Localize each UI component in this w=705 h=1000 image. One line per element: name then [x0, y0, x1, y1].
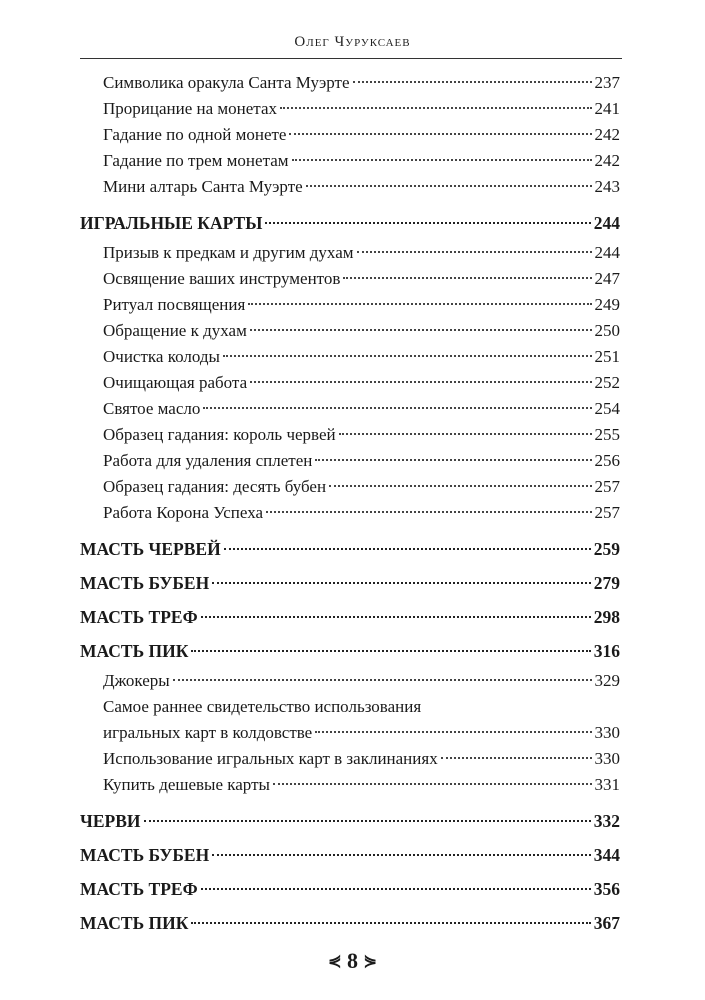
toc-entry-page: 247	[594, 269, 620, 288]
leader-dots	[266, 511, 591, 513]
toc-entry[interactable]	[80, 318, 620, 344]
toc-entry[interactable]	[80, 266, 620, 292]
toc-entry-title: Ритуал посвящения	[103, 295, 246, 314]
leader-dots	[212, 582, 591, 584]
page-number: 8	[347, 948, 358, 973]
toc-entry-title: Гадание по трем монетам	[103, 151, 289, 170]
toc-entry[interactable]	[80, 720, 620, 746]
leader-dots	[201, 616, 591, 618]
toc-section-page: 279	[593, 573, 620, 593]
toc-section[interactable]	[80, 206, 620, 240]
toc-section-title: ЧЕРВИ	[80, 811, 141, 831]
leader-dots	[292, 159, 592, 161]
toc-entry-page: 257	[594, 503, 620, 522]
toc-entry-title: Мини алтарь Санта Муэрте	[103, 177, 303, 196]
leader-dots	[248, 303, 591, 305]
toc-entry-page: 250	[594, 321, 620, 340]
toc-entry[interactable]	[80, 344, 620, 370]
toc-entry-title: Призыв к предкам и другим духам	[103, 243, 354, 262]
toc-entry-title: Работа для удаления сплетен	[103, 451, 313, 470]
leader-dots	[224, 548, 591, 550]
toc-entry[interactable]	[80, 174, 620, 200]
page-footer	[0, 948, 705, 974]
toc-entry-page: 257	[594, 477, 620, 496]
leader-dots	[343, 277, 591, 279]
toc-entry-title: Джокеры	[103, 671, 170, 690]
leader-dots	[173, 679, 592, 681]
toc-section-title: МАСТЬ ПИК	[80, 913, 189, 933]
toc-entry-page: 254	[594, 399, 620, 418]
leader-dots	[306, 185, 592, 187]
toc-section[interactable]	[80, 634, 620, 668]
toc-entry-page: 244	[594, 243, 620, 262]
table-of-contents	[80, 70, 620, 940]
toc-entry[interactable]	[80, 96, 620, 122]
toc-section[interactable]	[80, 532, 620, 566]
toc-entry[interactable]	[80, 448, 620, 474]
toc-section-title: ИГРАЛЬНЫЕ КАРТЫ	[80, 213, 263, 233]
leader-dots	[289, 133, 591, 135]
toc-section-title: МАСТЬ ТРЕФ	[80, 607, 198, 627]
toc-entry-page: 243	[594, 177, 620, 196]
toc-entry-title: Прорицание на монетах	[103, 99, 277, 118]
toc-entry-title: Купить дешевые карты	[103, 775, 270, 794]
ornament-left-icon: ⋞	[328, 953, 342, 970]
leader-dots	[441, 757, 592, 759]
toc-entry-title: Обращение к духам	[103, 321, 247, 340]
leader-dots	[203, 407, 591, 409]
toc-entry-title: Освящение ваших инструментов	[103, 269, 341, 288]
ornament-right-icon: ⋟	[363, 953, 377, 970]
toc-entry[interactable]	[80, 70, 620, 96]
leader-dots	[191, 650, 590, 652]
toc-entry-title: Очищающая работа	[103, 373, 248, 392]
toc-entry-title: Работа Корона Успеха	[103, 503, 264, 522]
toc-entry[interactable]	[80, 292, 620, 318]
leader-dots	[265, 222, 590, 224]
leader-dots	[339, 433, 592, 435]
running-header-author: Олег Чуруксаев	[294, 34, 411, 50]
toc-section-page: 356	[593, 879, 620, 899]
toc-section[interactable]	[80, 838, 620, 872]
toc-entry-title: Святое масло	[103, 399, 201, 418]
leader-dots	[315, 731, 591, 733]
leader-dots	[191, 922, 590, 924]
leader-dots	[357, 251, 592, 253]
toc-entry-page: 255	[594, 425, 620, 444]
toc-entry[interactable]	[80, 396, 620, 422]
toc-entry[interactable]	[80, 240, 620, 266]
toc-entry-page: 256	[594, 451, 620, 470]
toc-entry[interactable]	[80, 422, 620, 448]
toc-entry[interactable]	[80, 500, 620, 526]
toc-entry-title: игральных карт в колдовстве	[103, 723, 313, 742]
toc-entry[interactable]	[80, 668, 620, 694]
toc-section-title: МАСТЬ ПИК	[80, 641, 189, 661]
leader-dots	[353, 81, 592, 83]
leader-dots	[144, 820, 591, 822]
leader-dots	[329, 485, 591, 487]
toc-section-page: 259	[593, 539, 620, 559]
toc-entry-page: 329	[594, 671, 620, 690]
toc-section[interactable]	[80, 872, 620, 906]
toc-entry-page: 330	[594, 723, 620, 742]
leader-dots	[280, 107, 592, 109]
toc-section-page: 367	[593, 913, 620, 933]
toc-entry-page: 242	[594, 151, 620, 170]
toc-entry-page: 251	[594, 347, 620, 366]
toc-section-page: 298	[593, 607, 620, 627]
toc-entry-page: 241	[594, 99, 620, 118]
toc-entry-page: 237	[594, 73, 620, 92]
toc-entry-title: Гадание по одной монете	[103, 125, 287, 144]
leader-dots	[212, 854, 591, 856]
leader-dots	[315, 459, 591, 461]
toc-entry-title: Символика оракула Санта Муэрте	[103, 73, 350, 92]
toc-section[interactable]	[80, 804, 620, 838]
toc-section-title: МАСТЬ БУБЕН	[80, 573, 210, 593]
toc-entry-title: Использование игральных карт в заклинаниях	[103, 749, 438, 768]
toc-section-page: 316	[593, 641, 620, 661]
leader-dots	[223, 355, 592, 357]
leader-dots	[201, 888, 591, 890]
toc-entry-page: 331	[594, 775, 620, 794]
toc-entry[interactable]	[80, 370, 620, 396]
toc-entry-title: Образец гадания: король червей	[103, 425, 336, 444]
toc-section-title: МАСТЬ ТРЕФ	[80, 879, 198, 899]
toc-entry-title: Самое раннее свидетельство использования	[103, 697, 422, 716]
toc-entry[interactable]	[80, 148, 620, 174]
toc-entry-title: Образец гадания: десять бубен	[103, 477, 327, 496]
toc-section-title: МАСТЬ ЧЕРВЕЙ	[80, 539, 221, 559]
leader-dots	[273, 783, 592, 785]
toc-section-page: 332	[593, 811, 620, 831]
toc-entry[interactable]	[80, 772, 620, 798]
toc-section[interactable]	[80, 566, 620, 600]
toc-section-page: 244	[593, 213, 620, 233]
toc-entry[interactable]	[80, 746, 620, 772]
toc-section-page: 344	[593, 845, 620, 865]
toc-entry[interactable]	[80, 474, 620, 500]
header-rule	[80, 58, 622, 59]
leader-dots	[250, 329, 592, 331]
toc-entry-page: 242	[594, 125, 620, 144]
toc-entry-first-line[interactable]	[80, 694, 620, 720]
toc-entry-page: 252	[594, 373, 620, 392]
toc-section-title: МАСТЬ БУБЕН	[80, 845, 210, 865]
toc-entry-page: 249	[594, 295, 620, 314]
toc-entry-title: Очистка колоды	[103, 347, 220, 366]
toc-section[interactable]	[80, 906, 620, 940]
toc-section[interactable]	[80, 600, 620, 634]
toc-entry-page: 330	[594, 749, 620, 768]
leader-dots	[250, 381, 591, 383]
toc-entry[interactable]	[80, 122, 620, 148]
